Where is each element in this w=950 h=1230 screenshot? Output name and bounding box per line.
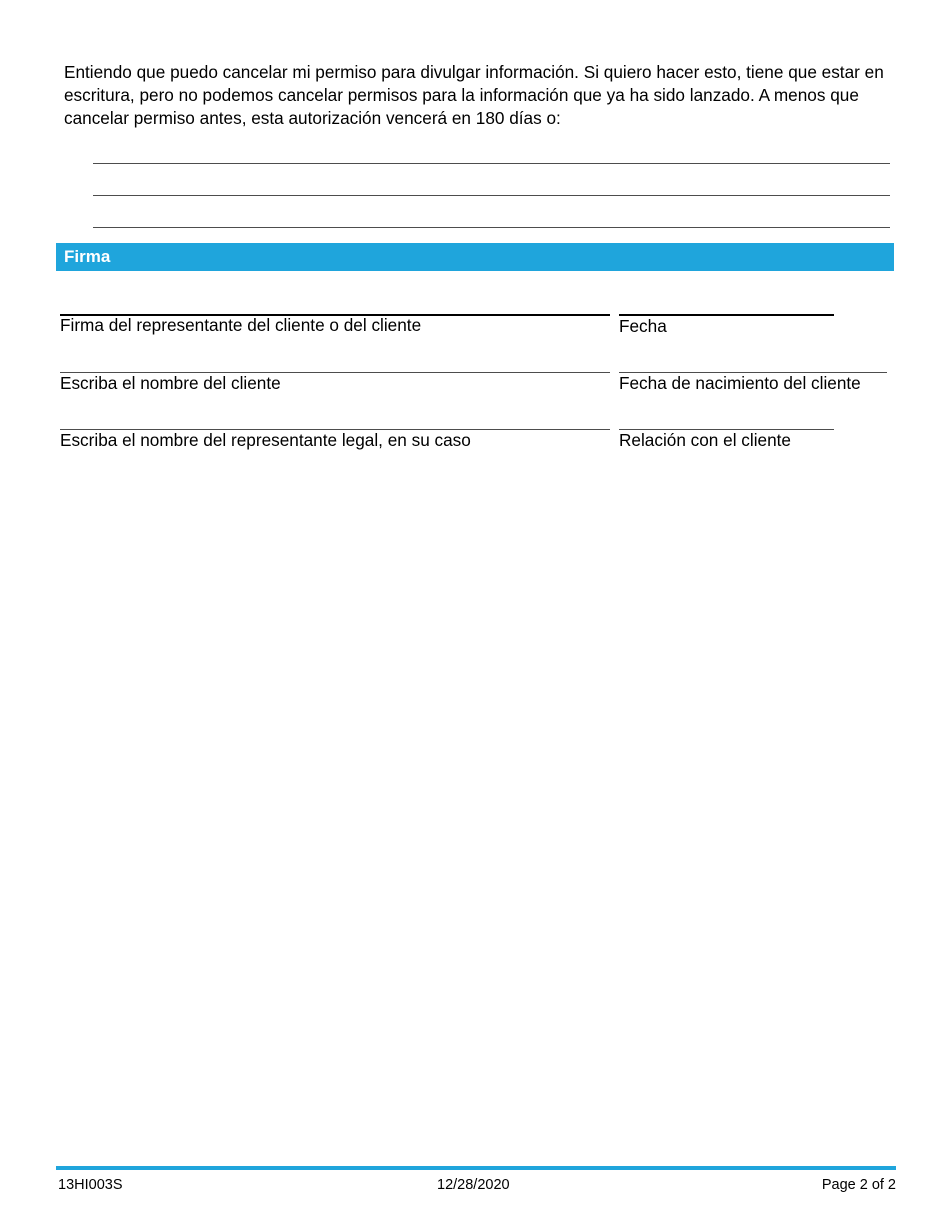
form-date: 12/28/2020 xyxy=(437,1177,510,1193)
signature-section-header: Firma xyxy=(56,243,894,271)
expiry-condition-line-1[interactable] xyxy=(93,163,890,164)
client-name-field-label: Escriba el nombre del cliente xyxy=(60,373,281,393)
relationship-field-label: Relación con el cliente xyxy=(619,430,791,450)
footer-divider xyxy=(56,1166,896,1170)
client-birthdate-field-label: Fecha de nacimiento del cliente xyxy=(619,373,861,393)
legal-rep-name-field-label: Escriba el nombre del representante legal, en su caso xyxy=(60,430,471,450)
expiry-condition-line-3[interactable] xyxy=(93,227,890,228)
expiry-condition-line-2[interactable] xyxy=(93,195,890,196)
signature-field-label: Firma del representante del cliente o del cliente xyxy=(60,315,422,335)
date-field-label: Fecha xyxy=(619,316,667,336)
form-number: 13HI003S xyxy=(58,1177,123,1193)
page-number: Page 2 of 2 xyxy=(821,1177,896,1193)
authorization-expiry-paragraph: Entiendo que puedo cancelar mi permiso para divulgar información. Si quiero hacer esto, tiene que estar en escritura, pero no podemos cancelar permisos para la información que ya ha sido lanzado. A menos que cancelar permiso antes, esta autorización vencerá en 180 días o: xyxy=(64,62,884,128)
